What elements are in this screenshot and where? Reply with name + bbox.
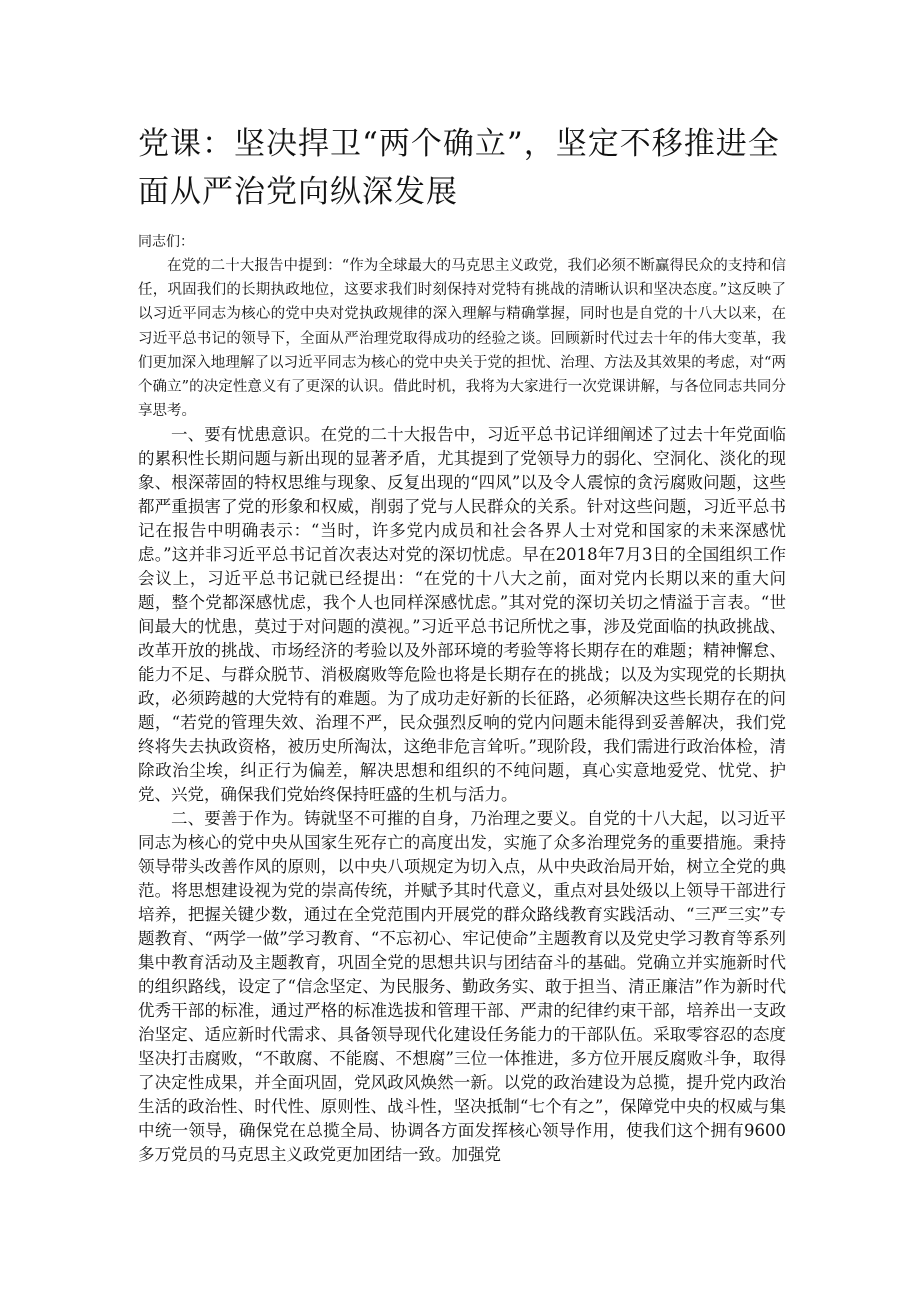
paragraph-section-two: 二、要善于作为。铸就坚不可摧的自身，乃治理之要义。自党的十八大起，以习近平同志为核心的党中央从国家生死存亡的高度出发，实施了众多治理党务的重要措施。秉持领导带头改善作风的原则，以中央八项规定为切入点，从中央政治局开始，树立全党的典范。将思想建设视为党的崇高传统，并赋予其时代意义，重点对县处级以上领导干部进行培养，把握关键少数，通过在全党范围内开展党的群众路线教育实践活动、“三严三实”专题教育、“两学一做”学习教育、“不忘初心、牢记使命”主题教育以及党史学习教育等系列集中教育活动及主题教育，巩固全党的思想共识与团结奋斗的基础。党确立并实施新时代的组织路线，设定了“信念坚定、为民服务、勤政务实、敢于担当、清正廉洁”作为新时代优秀干部的标准，通过严格的标准选拔和管理干部、严肃的纪律约束干部，培养出一支政治坚定、适应新时代需求、具备领导现代化建设任务能力的干部队伍。采取零容忍的态度坚决打击腐败，“不敢腐、不能腐、不想腐”三位一体推进，多方位开展反腐败斗争，取得了决定性成果，并全面巩固，党风政风焕然一新。以党的政治建设为总揽，提升党内政治生活的政治性、时代性、原则性、战斗性，坚决抵制“七个有之”，保障党中央的权威与集中统一领导，确保党在总揽全局、协调各方面发挥核心领导作用，使我们这个拥有9600多万党员的马克思主义政党更加团结一致。加强党 bbox=[138, 809, 786, 1165]
paragraph-intro: 在党的二十大报告中提到：“作为全球最大的马克思主义政党，我们必须不断赢得民众的支持和信任，巩固我们的长期执政地位，这要求我们时刻保持对党特有挑战的清晰认识和坚决态度。”这反映了以习近平同志为核心的党中央对党执政规律的深入理解与精确掌握，同时也是自党的十八大以来，在习近平总书记的领导下，全面从严治理党取得成功的经验之谈。回顾新时代过去十年的伟大变革，我们更加深入地理解了以习近平同志为核心的党中央关于党的担忧、治理、方法及其效果的考虑，对“两个确立”的决定性意义有了更深的认识。借此时机，我将为大家进行一次党课讲解，与各位同志共同分享思考。 bbox=[138, 258, 786, 420]
paragraph-section-one: 一、要有忧患意识。在党的二十大报告中，习近平总书记详细阐述了过去十年党面临的累积性长期问题与新出现的显著矛盾，尤其提到了党领导力的弱化、空洞化、淡化的现象、根深蒂固的特权思维与现象、反复出现的“四风”以及令人震惊的贪污腐败问题，这些都严重损害了党的形象和权威，削弱了党与人民群众的关系。针对这些问题，习近平总书记在报告中明确表示：“当时，许多党内成员和社会各界人士对党和国家的未来深感忧虑。”这并非习近平总书记首次表达对党的深切忧虑。早在2018年7月3日的全国组织工作会议上，习近平总书记就已经提出：“在党的十八大之前，面对党内长期以来的重大问题，整个党都深感忧虑，我个人也同样深感忧虑。”其对党的深切关切之情溢于言表。“世间最大的忧患，莫过于对问题的漠视。”习近平总书记所忧之事，涉及党面临的执政挑战、改革开放的挑战、市场经济的考验以及外部环境的考验等将长期存在的难题；精神懈怠、能力不足、与群众脱节、消极腐败等危险也将是长期存在的挑战；以及为实现党的长期执政，必须跨越的大党特有的难题。为了成功走好新的长征路，必须解决这些长期存在的问题，“若党的管理失效、治理不严，民众强烈反响的党内问题未能得到妥善解决，我们党终将失去执政资格，被历史所淘汰，这绝非危言耸听。”现阶段，我们需进行政治体检，清除政治尘埃，纠正行为偏差，解决思想和组织的不纯问题，真心实意地爱党、忧党、护党、兴党，确保我们党始终保持旺盛的生机与活力。 bbox=[138, 425, 786, 805]
document-body bbox=[138, 230, 786, 1167]
salutation: 同志们： bbox=[138, 234, 194, 250]
document-page bbox=[138, 0, 786, 1301]
document-title: 党课：坚决捍卫“两个确立”，坚定不移推进全面从严治党向纵深发展 bbox=[138, 126, 780, 210]
